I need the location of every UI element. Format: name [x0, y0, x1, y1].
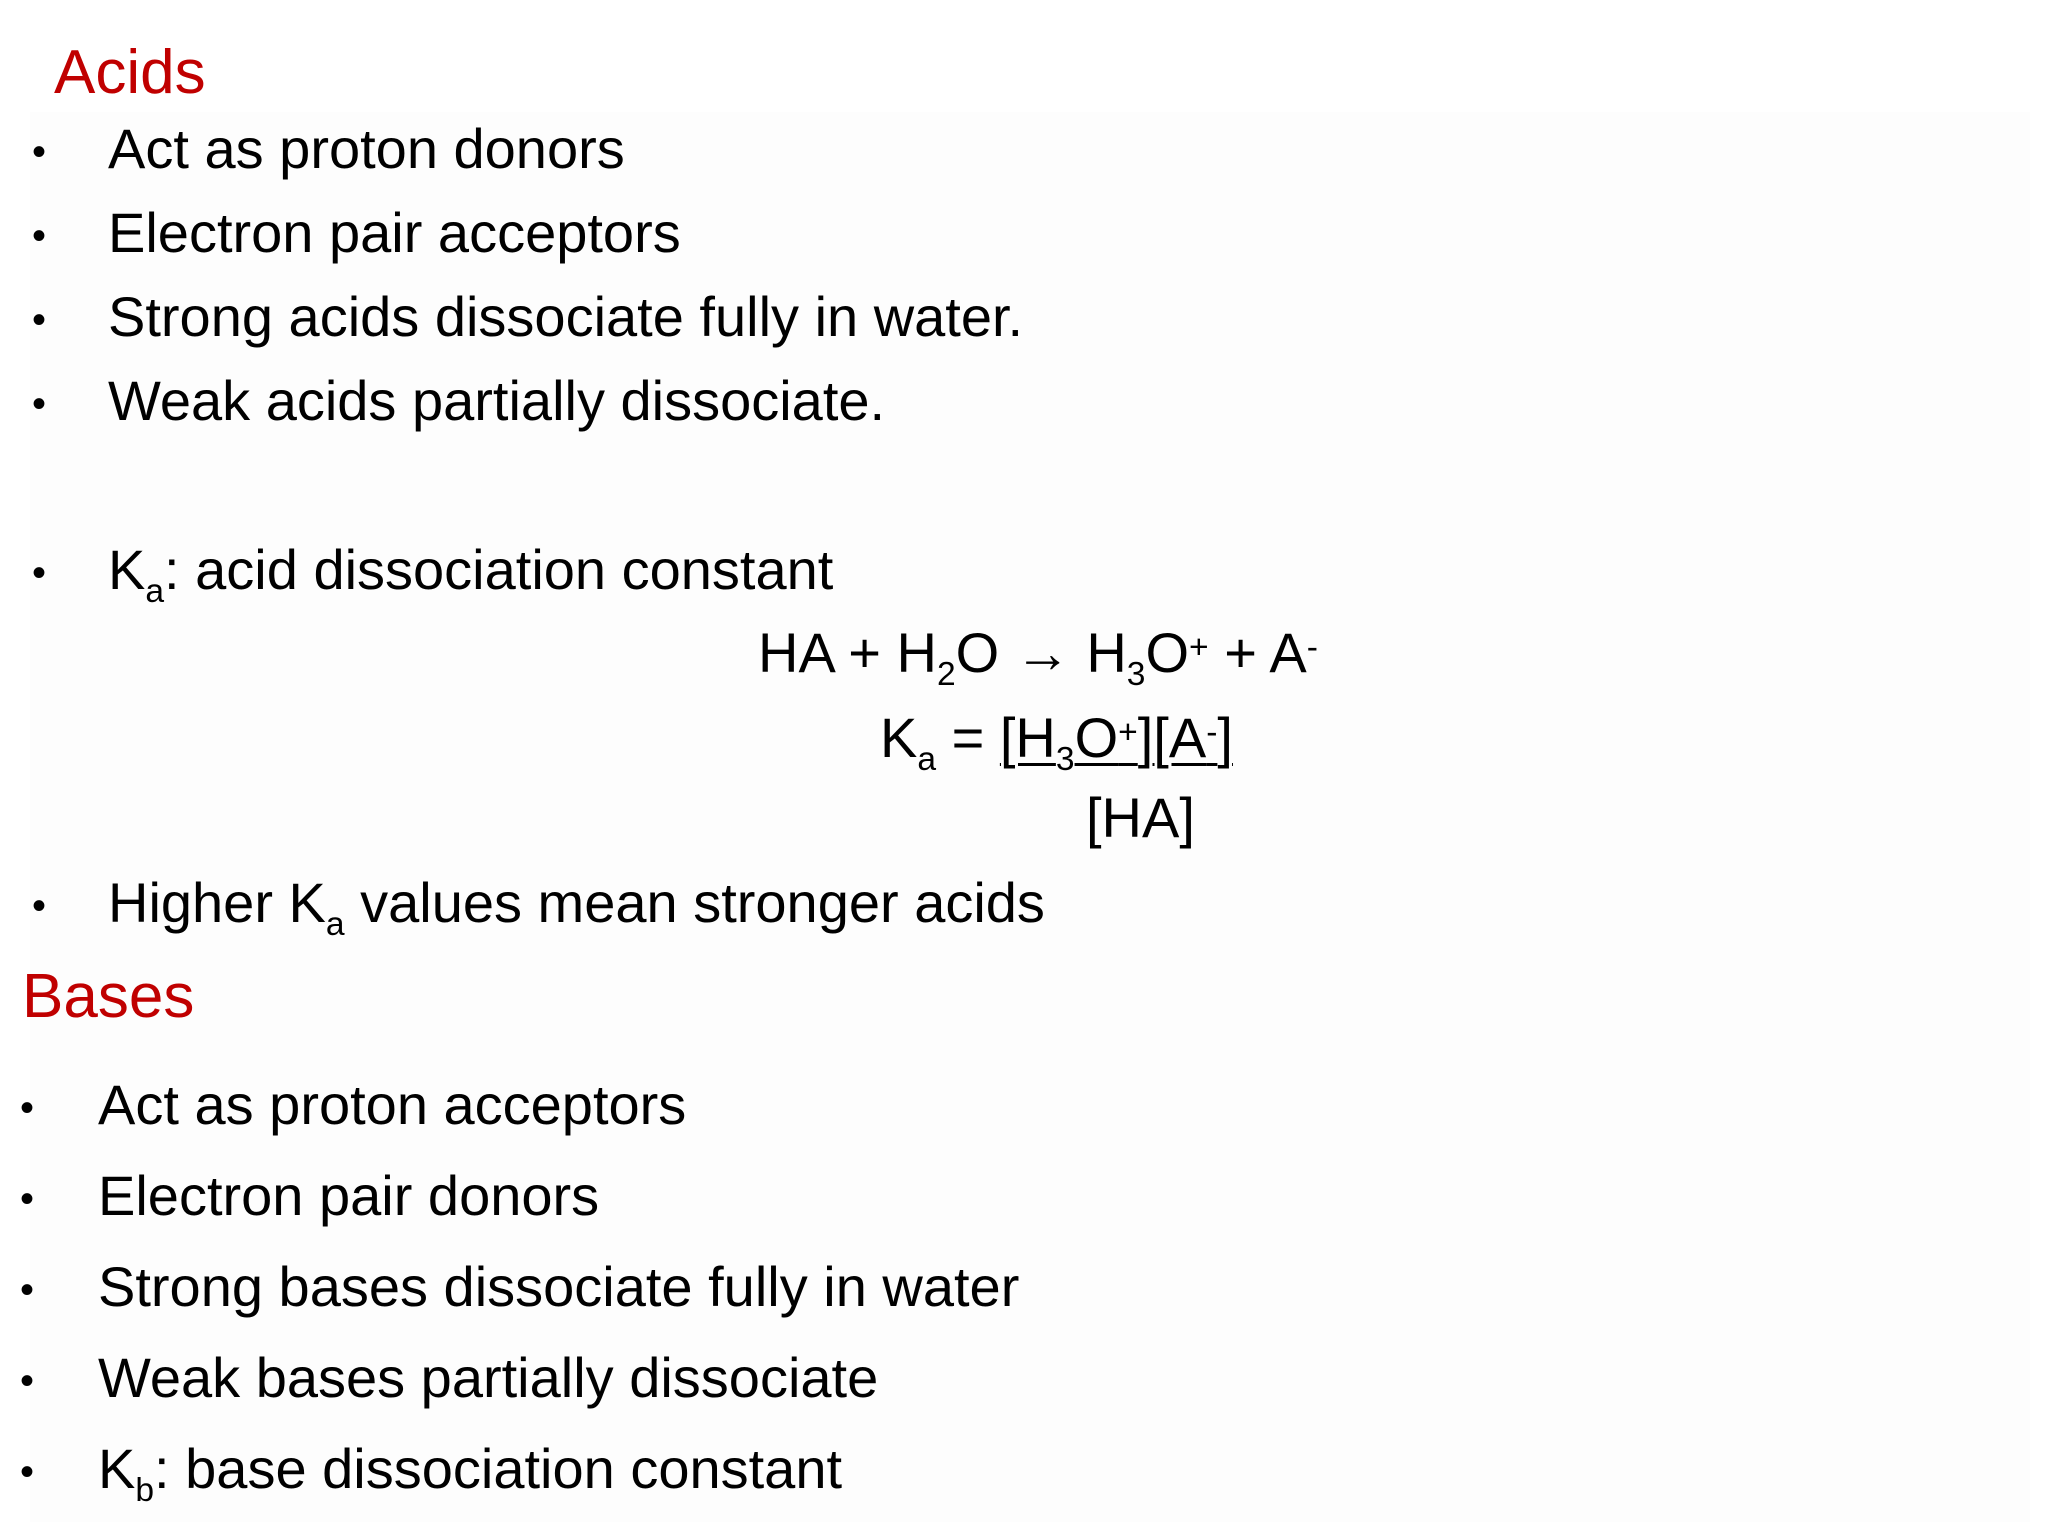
list-item-text: Strong bases dissociate fully in water: [98, 1255, 1020, 1318]
ka-expression: [880, 706, 1233, 778]
list-item-text: Weak acids partially dissociate.: [108, 369, 886, 432]
higher-ka-text: Higher $K_a$ values mean stronger acids: [108, 871, 1045, 943]
dissociation-reaction: [758, 621, 1318, 693]
kb-definition: [98, 1437, 843, 1509]
water-subscript: 2: [936, 655, 956, 693]
bullet-icon: •: [20, 1177, 35, 1221]
reaction-reactants: HA + H: [758, 621, 937, 684]
hydronium-subscript: 3: [1126, 655, 1146, 693]
conjugate-base-charge: -: [1306, 628, 1318, 666]
bullet-icon: •: [32, 884, 47, 928]
bullet-icon: •: [20, 1268, 35, 1312]
kb-subscript: b: [135, 1471, 155, 1509]
list-item-text: Electron pair acceptors: [108, 201, 681, 264]
list-item-text: Act as proton donors: [108, 117, 625, 180]
bullet-icon: •: [32, 214, 47, 258]
bullet-icon: •: [32, 298, 47, 342]
bullet-icon: •: [32, 382, 47, 426]
hydronium-h: H: [1070, 621, 1127, 684]
kb-symbol: K: [98, 1437, 136, 1500]
arrow-icon: →: [1014, 621, 1071, 684]
bases-heading: Bases: [22, 962, 195, 1031]
acids-heading: Acids: [54, 38, 206, 107]
ka-definition: [108, 538, 834, 610]
bullet-icon: •: [20, 1086, 35, 1130]
ka-subscript: a: [145, 572, 165, 610]
kb-description: : base dissociation constant: [154, 1437, 843, 1500]
list-item-text: Electron pair donors: [98, 1164, 600, 1227]
hydronium-o: O: [1145, 621, 1190, 684]
hydronium-charge: +: [1189, 628, 1209, 666]
bullet-icon: •: [32, 551, 47, 595]
ka-symbol: K: [108, 538, 146, 601]
bullet-icon: •: [32, 130, 47, 174]
reaction-oxygen: O: [955, 621, 1015, 684]
ka-description: : acid dissociation constant: [164, 538, 834, 601]
ka-numerator: $[H_3O^+][A^-]$: [999, 706, 1233, 778]
bullet-icon: •: [20, 1359, 35, 1403]
bullet-icon: •: [20, 1450, 35, 1494]
list-item-text: Strong acids dissociate fully in water.: [108, 285, 1024, 348]
ka-expression-k: K: [880, 706, 918, 769]
conjugate-base: + A: [1208, 621, 1307, 684]
ka-expression-subscript: a: [917, 740, 937, 778]
equals-sign: =: [936, 706, 1000, 769]
list-item-text: Weak bases partially dissociate: [98, 1346, 879, 1409]
list-item-text: Act as proton acceptors: [98, 1073, 687, 1136]
ka-denominator: [HA]: [1086, 786, 1195, 849]
